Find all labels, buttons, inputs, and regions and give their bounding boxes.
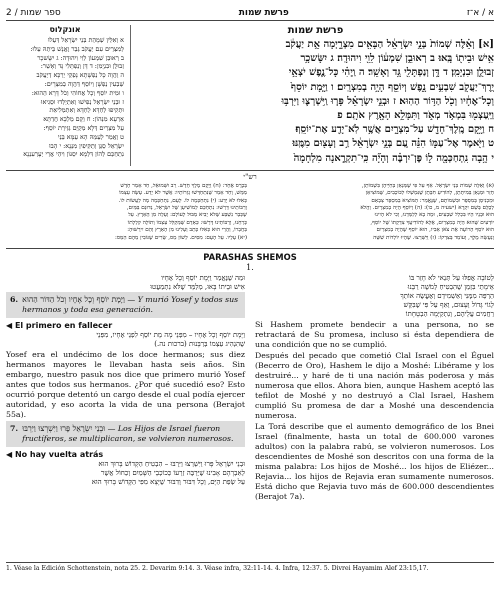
section-heading-text: No hay vuelta atrás bbox=[14, 450, 104, 460]
verse-number: 7. bbox=[10, 424, 19, 434]
rashi-line: בַּחֲבֵרוֹ, וַהֲרֵי הוּא כְּאִלּוּ כָּתַב וְעָלִינוּ מִן הָאָרֶץ וְהֵם יִירָשׁוּהָ: bbox=[127, 227, 247, 234]
hebrew-excerpt: וַיָּמָת יוֹסֵף וְכָל אֶחָיו – מִפְּנֵי מָה מֵת יוֹסֵף לִפְנֵי אֶחָיו, מִפְּנֵי bbox=[96, 331, 245, 340]
verse-hebrew: וַיָּמָת יוֹסֵף וְכָל אֶחָיו וְכֹל הַדּוֹר הַהוּא bbox=[22, 295, 125, 305]
onkelos-line: ט וַאֲמַר לְעַמֵּהּ הָא עַמָּא בְּנֵי bbox=[57, 132, 124, 141]
onkelos-line: נִתְחַכַּם לְהוֹן דִּלְמָא יִסְגּוֹן וִיהֵי אֲרֵי יְעָרְעִנַנָא bbox=[23, 150, 124, 159]
hebrew-excerpt: שֶׁהִנְהִיג עַצְמוֹ בְּרַבָּנוּת (ברכות נה.) bbox=[154, 340, 245, 349]
onkelos-line: זְבוּלֻן וּבִנְיָמִן: ד דָּן וְנַפְתָּלִי גָּד וְאָשֵׁר: bbox=[40, 62, 124, 71]
rashi-line: (א) וְאֵלֶּה שְׁמוֹת בְּנֵי יִשְׂרָאֵל. אַף עַל פִּי שֶׁמְּנָאָן בְּחַיֵּיהֶן בִּשְׁמוֹתָן, bbox=[361, 182, 494, 189]
onkelos-line: וּתְקִיפוּ לַחְדָּא לַחְדָּא וְאִתְמְלִיאַת bbox=[49, 106, 124, 115]
onkelos-line: אַרְעָא מִנְּהוֹן: ח וְקָם מַלְכָּא חֲדַתָּא bbox=[43, 115, 124, 124]
hebrew-excerpt: לְטוֹבָה אֲפִלּוּ עַל תְּנַאי לֹא חָזַר בּוֹ bbox=[409, 274, 494, 283]
header-right: א / א־ז bbox=[466, 8, 494, 18]
commentary-paragraph: Si Hashem promete bendecir a una persona, no se retractará de Su promesa, incluso si ésta dependiera de una condición que no se cumplió. bbox=[255, 320, 494, 350]
torah-text bbox=[137, 25, 494, 166]
parasha-hebrew-title: פרשת שמות bbox=[287, 25, 344, 36]
torah-line: יֶֽרֶךְ־יַעֲקֹ֖ב שִׁבְעִ֣ים נָ֑פֶשׁ וְיוֹסֵ֖ף הָיָ֥ה בְמִצְרָֽיִם׃ ו וַיָּ֤מָת יוֹסֵף֙ bbox=[290, 81, 494, 93]
rashi-line: הוּא וּבָנָיו הָיוּ בִּכְלַל שִׁבְעִים, וּמָה בָא לְלַמְּדֵנוּ, וְכִי לֹא הָיִינוּ bbox=[374, 212, 494, 219]
header-center: פרשת שמות bbox=[238, 8, 289, 18]
rashi-line: כְּאִלּוּ לֹא יָדַע: (י) נִתְחַכְּמָה לוֹ. לָעָם, נִתְחַכְּמָה מָה לַעֲשׂוֹת לוֹ. bbox=[118, 197, 247, 204]
rashi-line: הוּא יוֹסֵף הָרוֹעֶה אֶת צֹאן אָבִיו, הוּא יוֹסֵף שֶׁהָיָה בְמִצְרַיִם bbox=[376, 227, 494, 234]
torah-line: וְכָל־אֶחָ֔יו וְכֹ֖ל הַדּ֥וֹר הַהֽוּא׃ ז וּבְנֵ֣י יִשְׂרָאֵ֗ל פָּר֧וּ וַֽיִּשְׁרְצ֛וּ וַיִּרְבּ֥וּ bbox=[281, 95, 494, 107]
onkelos-line: עַל מִצְרַיִם דְּלָא מְקַיֵּם גְּזֵירַת יוֹסֵף: bbox=[43, 123, 124, 132]
running-header bbox=[6, 4, 494, 21]
torah-line: [א] וְאֵ֗לֶּה שְׁמוֹת֙ בְּנֵ֣י יִשְׂרָאֵ֔ל הַבָּאִ֖ים מִצְרָ֑יְמָה אֵ֣ת יַעֲקֹ֔ב bbox=[285, 39, 494, 50]
rashi-line: שֶׁכְּבָר נִשְׁבַּע שֶׁלֹּא יָבִיא מַבּוּל לָעוֹלָם: וְעָלָה מִן הָאָרֶץ. עַל bbox=[128, 212, 247, 219]
rashi-commentary bbox=[6, 183, 494, 242]
rashi-line: חָזַר וּמְנָאָן בְּמִיתָתָן, לְהוֹדִיעַ חִבָּתָן שֶׁנִּמְשְׁלוּ לַכּוֹכָבִים, שֶׁמּוֹצִיאָן bbox=[365, 190, 494, 197]
verse-hebrew: וּבְנֵי יִשְׂרָאֵל פָּרוּ וַיִּשְׁרְצוּ וַיִּרְבּוּ bbox=[22, 424, 106, 434]
hebrew-excerpt: לְאַבְרָהָם אָבִינוּ שֶׁיַּרְבֶּה זַרְעוֹ כְּכוֹכְבֵי הַשָּׁמַיִם וְכַחוֹל אֲשֶׁר bbox=[100, 469, 245, 478]
onkelos-line: ו וּמִית יוֹסֵף וְכָל אֲחוֹהִי וְכֹל דָּרָא הַהוּא: bbox=[31, 88, 124, 97]
onkelos-title: אונקלוס bbox=[49, 25, 81, 34]
verse-number: 6. bbox=[10, 295, 19, 305]
torah-line: ח וַיָּ֥קָם מֶֽלֶךְ־חָדָ֖שׁ עַל־מִצְרָ֑יִם אֲשֶׁ֥ר לֹֽא־יָדַ֖ע אֶת־יוֹסֵֽף׃ bbox=[295, 124, 494, 136]
commentary-paragraph: Después del pecado que cometió Clal Israel con el Éguel (Becerro de Oro), Hashem le dijo a Moshé: Libérame y los destruiré... y haré de ti una nación más poderosa y más numerosa que ellos. Ahora bien, aunque Hashem aceptó las tefilot de Moshé y no destruyó a Clal Israel, Hashem cumplió Su promesa de dar a Moshé una descendencia numerosa. bbox=[255, 351, 494, 421]
verse-box-6 bbox=[6, 292, 245, 318]
rashi-line: מַמָּשׁ, וְחַד אָמַר שֶׁנִּתְחַדְּשׁוּ גְזֵרוֹתָיו: אֲשֶׁר לֹא יָדַע. עָשָׂה עַצְמוֹ bbox=[119, 190, 247, 197]
torah-line: זְבוּלֻ֖ן וּבִנְיָמִֽן׃ ד דָּ֥ן וְנַפְתָּלִ֖י גָּ֥ד וְאָשֵֽׁר׃ ה וַֽיְהִ֗י כָּל־נֶ֛פֶשׁ יֹצְאֵ֥י bbox=[288, 67, 494, 79]
onkelos-line: א וְאִלֵּין שְׁמָהַת בְּנֵי יִשְׂרָאֵל דְּעַלוּ bbox=[48, 36, 124, 44]
column-divider bbox=[130, 25, 131, 166]
rashi-column-right bbox=[253, 183, 494, 242]
rashi-title: רש"י bbox=[6, 170, 494, 181]
hebrew-excerpt: הַרְפֵּה מִמֶּנִּי וְאַשְׁמִידֵם וְאֶעֱשֶׂה אוֹתְךָ bbox=[400, 292, 494, 301]
onkelos-line: לְמִצְרַיִם עִם יַעֲקֹב גְּבַר וֶאֱנָשׁ בֵּיתֵהּ עַלוּ: bbox=[30, 44, 124, 53]
commentary-right-column bbox=[255, 274, 494, 503]
verse-text bbox=[22, 295, 241, 315]
onkelos-line: יִשְׂרָאֵל סַגַּן וְתַקִּיפִין מִנַּנָא: י הָבוּ bbox=[49, 141, 124, 150]
onkelos-line: ה וַהֲוָה כָּל נַפְשָׁתָא נָפְקֵי יַרְכָּא דְיַעֲקֹב bbox=[36, 71, 124, 80]
verse-box-7 bbox=[6, 421, 245, 447]
hebrew-excerpt: וּמַה שֶׁנֶּאֱמַר וַיָּמָת יוֹסֵף וְכָל אֶחָיו bbox=[161, 274, 245, 283]
rashi-line: לְכֻלָּם בְּשֵׁם יִקְרָא (ישעיה מ, כו): (ה) וְיוֹסֵף הָיָה בְמִצְרָיִם. וַהֲלֹא bbox=[360, 205, 494, 212]
hebrew-excerpt: וּבְנֵי יִשְׂרָאֵל פָּרוּ וַיִּשְׁרְצוּ וַיִּרְבּוּ – הִבְטִיחַ הַקָּדוֹשׁ בָּרוּךְ הוּא bbox=[98, 460, 245, 469]
rashi-line: בְּכֶרֶס אֶחָד: (ח) וַיָּקָם מֶלֶךְ חָדָשׁ. רַב וּשְׁמוּאֵל, חַד אָמַר חָדָשׁ bbox=[120, 182, 247, 189]
verse-text bbox=[22, 424, 241, 444]
rashi-line: וְרַבּוֹתֵינוּ דָּרְשׁוּ: נִתְחַכֵּם לְמוֹשִׁיעָן שֶׁל יִשְׂרָאֵל, נְדוּנֵם בַּמַּיִם, bbox=[126, 205, 247, 212]
torah-line: י הָ֥בָה נִֽתְחַכְּמָ֖ה ל֑וֹ פֶּן־יִרְבֶּ֗ה וְהָיָ֞ה כִּֽי־תִקְרֶ֤אנָה מִלְחָמָה֙ bbox=[293, 152, 494, 164]
commentary-body bbox=[6, 274, 494, 503]
torah-line: ט וַיֹּ֖אמֶר אֶל־עַמּ֑וֹ הִנֵּ֗ה עַ֚ם בְּנֵ֣י יִשְׂרָאֵ֔ל רַ֥ב וְעָצ֖וּם מִמֶּֽנּוּ׃ bbox=[292, 138, 494, 150]
top-section bbox=[6, 25, 494, 166]
section-heading-text: El primero en fallecer bbox=[14, 321, 113, 331]
onkelos-column bbox=[6, 25, 124, 166]
commentary-paragraph: La Torá describe que el aumento demográfico de los Bnei Israel (finalmente, hasta un total de 600.000 varones adultos) con la palabra rabú, se volvieron numerosos. Los descendientes de Moshé son descritos con una forma de la misma palabra: Los hijos de Moshé... los hijos de Eliézer... Rejavia... los hijos de Rejavia eran sumamente numerosos. Está dicho que Rejavia tuvo más de 600.000 descendientes (Berajot 7a). bbox=[255, 422, 494, 502]
commentary-left-column bbox=[6, 274, 245, 503]
hebrew-excerpt: רַחֲמִים עֲלֵיהֶם, וְנִתְקַיְּמָה הַבְטָחָתוֹ bbox=[405, 310, 494, 319]
rashi-line: כָּרְחֵנוּ, וְרַבּוֹתֵינוּ דָּרְשׁוּ: כְּאָדָם שֶׁמְּקַלֵּל עַצְמוֹ וְתוֹלֶה קִלְלָתוֹ bbox=[127, 219, 247, 226]
torah-line: וַיַּֽעַצְמ֖וּ בִּמְאֹ֣ד מְאֹ֑ד וַתִּמָּלֵ֥א הָאָ֖רֶץ אֹתָֽם׃ פ bbox=[337, 110, 494, 122]
commentary-paragraph: Yosef era el undécimo de los doce hermanos; sus diez hermanos mayores le llevaban hasta seis años. Sin embargo, nuestro pasuk nos dice que primero murió Yosef antes que todos sus hermanos. ¿Por qué sucedió eso? Esto ocurrió porque detentó un cargo desde el cual podía ejercer autoridad, y eso acorta la vida de una persona (Berajot 55a). bbox=[6, 350, 245, 420]
rashi-line: יוֹדְעִים שֶׁהוּא הָיָה בְמִצְרַיִם, אֶלָּא לְהוֹדִיעֲךָ צִדְקָתוֹ שֶׁל יוֹסֵף, bbox=[370, 219, 494, 226]
rashi-column-left bbox=[6, 183, 247, 242]
hebrew-excerpt: אֵימָתַי בִּזְמַן שֶׁהִבְטִיחַ לְמֹשֶׁה רַבֵּנוּ bbox=[407, 283, 494, 292]
onkelos-line: ב רְאוּבֵן שִׁמְעוֹן לֵוִי וִיהוּדָה: ג יִשָּׂשכָר bbox=[37, 53, 124, 62]
onkelos-line: ז וּבְנֵי יִשְׂרָאֵל נְפִישׁוּ וְאִתְיַלְדוּ וּסְגִיאוּ bbox=[40, 97, 124, 106]
section-heading: ◀ El primero en fallecer bbox=[6, 321, 113, 331]
parasha-title: PARASHAS SHEMOS bbox=[6, 248, 494, 262]
rashi-line: וְנַעֲשָׂה מֶלֶךְ, וְעוֹמֵד בְּצִדְקוֹ: (ז) וַיִּשְׁרְצוּ. שֶׁהָיוּ יוֹלְדוֹת שִׁשָּׁה bbox=[373, 234, 494, 241]
verse-spanish: — Los Hijos de Israel fueron fructíferos, se multiplicaron, se volvieron numerosos. bbox=[22, 424, 234, 444]
section-heading: ◀ No hay vuelta atrás bbox=[6, 450, 104, 460]
hebrew-excerpt: אִישׁ וּבֵיתוֹ בָּאוּ, מְלַמֵּד שֶׁלֹּא נִתְמַעֲטוּ bbox=[150, 283, 245, 292]
torah-line: אִ֥ישׁ וּבֵית֖וֹ בָּֽאוּ׃ ב רְאוּבֵ֣ן שִׁמְע֔וֹן לֵוִ֖י וִיהוּדָֽה׃ ג יִשָּׂשכָ֥ר bbox=[300, 53, 494, 65]
chapter-number: 1. bbox=[246, 263, 254, 273]
hebrew-excerpt: לְגוֹי גָּדוֹל וְעָצוּם, וְאַף עַל פִּי שֶׁבִּקֵּשׁ bbox=[403, 301, 494, 310]
header-left: 2 / ספר שמות bbox=[6, 8, 61, 18]
rashi-line: (יא) עָלָיו. עַל הָעָם: מִסִּים. לְשׁוֹן מַס, שָׂרִים שֶׁגּוֹבִין מֵהֶם הַמַּס: bbox=[114, 234, 247, 241]
rashi-line: וּמַכְנִיסָן בְּמִסְפָּר וּבִשְׁמוֹתָם, שֶׁנֶּאֱמַר: הַמּוֹצִיא בְמִסְפָּר צְבָאָם bbox=[371, 197, 494, 204]
hebrew-excerpt: עַל שְׂפַת הַיָּם, וְכָל דִּבּוּר וְדִבּוּר שֶׁיָּצָא מִפִּי הַקָּדוֹשׁ בָּרוּךְ הוּא bbox=[91, 478, 245, 487]
verse-spanish: — Y murió Yosef y todos sus hermanos y toda esa generación. bbox=[22, 295, 239, 315]
footnotes: 1. Véase la Edición Schottenstein, nota 25. 2. Devarim 9:14. 3. Véase infra, 32:11-14. 4. Infra, 12:37. 5. Divrei Hayamim Alef 23:15,17. bbox=[6, 562, 494, 573]
onkelos-line: שַׁבְעִין נַפְשָׁן וְיוֹסֵף דַּהֲוָה בְמִצְרָיִם: bbox=[44, 79, 124, 88]
